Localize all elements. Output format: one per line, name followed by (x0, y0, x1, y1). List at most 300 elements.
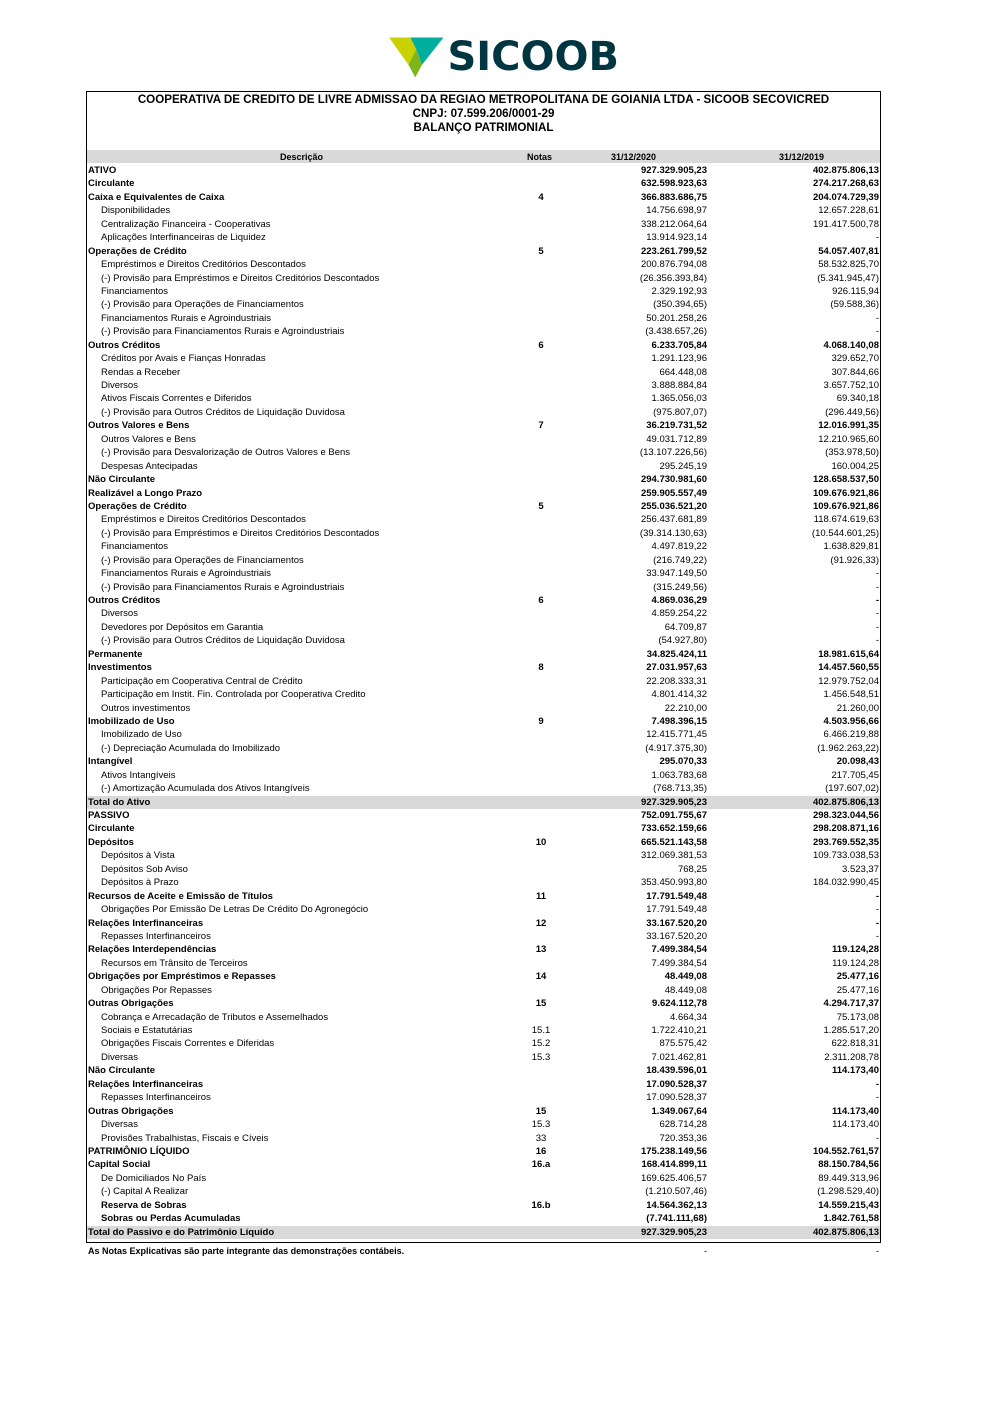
table-row (87, 836, 880, 849)
row-value-2020: 664.448,08 (659, 366, 707, 378)
row-value-2020: 48.449,08 (664, 971, 707, 983)
table-row (87, 1064, 880, 1077)
row-value-2020: 295.245,19 (659, 460, 707, 472)
row-value-2019: 298.323.044,56 (812, 810, 879, 821)
table-row (87, 1105, 880, 1118)
col-period-2019: 31/12/2019 (779, 152, 825, 162)
row-description: Despesas Antecipadas (101, 460, 198, 472)
table-row (87, 661, 880, 674)
row-description: Créditos por Avais e Fianças Honradas (101, 353, 266, 365)
row-value-2020: 36.219.731,52 (646, 420, 707, 432)
row-value-2020: (26.356.393,84) (639, 272, 707, 284)
table-row (87, 634, 880, 647)
row-value-2020: 3.888.884,84 (651, 380, 707, 391)
company-cnpj: CNPJ: 07.599.206/0001-29 (412, 107, 555, 120)
row-value-2020: 169.625.406,57 (640, 1172, 707, 1184)
row-value-2019: 109.676.921,86 (812, 500, 879, 512)
row-description: Recursos de Aceite e Emissão de Títulos (88, 890, 273, 902)
table-row (87, 621, 880, 634)
row-description: Participação em Cooperativa Central de Crédito (101, 675, 303, 687)
col-period-2020: 31/12/2020 (611, 152, 657, 162)
table-row (87, 782, 880, 795)
row-value-2020: 7.499.384,54 (651, 957, 707, 969)
row-description: Realizável a Longo Prazo (88, 487, 203, 499)
table-row (87, 1185, 880, 1198)
table-row (87, 500, 880, 513)
row-value-2020: 875.575,42 (659, 1038, 707, 1050)
row-note: 5 (538, 500, 544, 512)
row-value-2019: 109.676.921,86 (812, 487, 879, 499)
row-value-2019: 329.652,70 (831, 353, 879, 365)
row-value-2019: (91.926,33) (830, 554, 879, 566)
table-row (87, 272, 880, 285)
row-value-2019: (59.588,36) (830, 299, 879, 311)
row-value-2019: 58.532.825,70 (818, 259, 879, 271)
row-value-2019: 20.098,43 (836, 756, 879, 768)
table-row (87, 177, 880, 190)
row-value-2019: (296.449,56) (825, 406, 879, 418)
table-row (87, 540, 880, 553)
row-description: Rendas a Receber (101, 366, 181, 378)
row-description: Outras Obrigações (88, 998, 174, 1010)
row-value-2019: 12.979.752,04 (818, 675, 879, 687)
row-description: Total do Passivo e do Patrimônio Líquido (88, 1226, 275, 1238)
table-row (87, 876, 880, 889)
row-value-2020: 1.291.123,96 (651, 353, 707, 365)
row-value-2020: 7.021.462,81 (651, 1051, 707, 1063)
row-value-2020: 33.947.149,50 (646, 568, 707, 580)
table-row (87, 406, 880, 419)
row-value-2019: 128.658.537,50 (812, 474, 879, 486)
table-row (87, 675, 880, 688)
row-value-2019: 4.068.140,08 (823, 339, 879, 351)
row-value-2019: 18.981.615,64 (818, 648, 879, 660)
statement-header (86, 93, 881, 135)
table-row (87, 1037, 880, 1050)
table-row (87, 419, 880, 432)
row-description: Outros Créditos (88, 339, 161, 351)
row-value-2020: 632.598.923,63 (640, 178, 707, 190)
row-value-2019: (197.607,02) (825, 783, 879, 795)
row-value-2019: 4.503.956,66 (823, 715, 879, 727)
row-description: De Domiciliados No País (101, 1172, 207, 1184)
row-value-2020: 720.353,36 (659, 1132, 707, 1144)
row-note: 6 (538, 595, 544, 606)
table-row (87, 298, 880, 311)
row-value-2019: - (875, 917, 879, 929)
row-value-2020: 628.714,28 (659, 1119, 707, 1131)
row-description: Intangível (88, 756, 133, 768)
row-value-2020: 17.090.528,37 (646, 1078, 707, 1090)
row-value-2019: 25.477,16 (836, 971, 879, 983)
row-value-2020: 12.415.771,45 (646, 729, 707, 741)
row-value-2019: 1.285.517,20 (823, 1025, 879, 1036)
row-value-2020: 33.167.520,20 (646, 930, 707, 942)
row-description: Sobras ou Perdas Acumuladas (101, 1213, 241, 1225)
table-row (87, 1132, 880, 1145)
row-description: Imobilizado de Uso (101, 729, 182, 741)
row-description: ATIVO (88, 165, 117, 176)
row-value-2020: 752.091.755,67 (640, 810, 707, 821)
row-value-2019: - (875, 1078, 879, 1090)
row-value-2020: 294.730.981,60 (640, 474, 707, 486)
row-value-2020: 255.036.521,20 (640, 500, 707, 512)
table-row (87, 728, 880, 741)
row-value-2020: 7.499.384,54 (651, 944, 707, 956)
row-description: (-) Provisão para Operações de Financiamentos (101, 554, 304, 566)
row-value-2020: 4.664,34 (670, 1011, 707, 1023)
row-value-2020: 295.070,33 (659, 756, 707, 768)
row-value-2020: (350.394,65) (653, 299, 707, 311)
row-value-2020: (13.107.226,56) (639, 447, 707, 459)
row-value-2020: (3.438.657,26) (645, 326, 707, 338)
row-value-2019: 114.173,40 (832, 1119, 879, 1131)
table-row (87, 446, 880, 459)
table-row (87, 917, 880, 930)
table-row (87, 487, 880, 500)
row-value-2019: 14.559.215,43 (818, 1199, 879, 1211)
row-description: Outros Créditos (88, 595, 161, 606)
row-description: Depósitos Sob Aviso (101, 863, 188, 875)
row-description: (-) Capital A Realizar (101, 1186, 189, 1198)
row-value-2020: 256.437.681,89 (640, 514, 707, 526)
column-header-row (87, 150, 880, 163)
table-row (87, 1212, 880, 1225)
row-value-2019: - (875, 326, 879, 338)
row-description: Circulante (88, 178, 135, 190)
row-value-2020: 353.450.993,80 (640, 877, 707, 889)
row-description: (-) Provisão para Desvalorização de Outros Valores e Bens (101, 447, 351, 459)
row-description: Depósitos (88, 836, 134, 848)
sicoob-logo-icon (389, 35, 443, 79)
row-value-2020: 927.329.905,23 (640, 796, 707, 808)
col-descricao: Descrição (280, 152, 324, 162)
table-row (87, 1199, 880, 1212)
row-value-2019: - (875, 635, 879, 647)
table-row (87, 1078, 880, 1091)
row-value-2020: 17.090.528,37 (646, 1092, 707, 1104)
table-row (87, 164, 880, 177)
row-value-2019: - (875, 568, 879, 580)
row-value-2020: 366.883.686,75 (640, 191, 707, 203)
row-value-2019: 119.124,28 (832, 957, 879, 969)
row-note: 33 (535, 1132, 547, 1144)
table-row (87, 366, 880, 379)
table-row (87, 258, 880, 271)
footnote (87, 1245, 880, 1258)
row-value-2019: 1.842.761,58 (823, 1213, 879, 1225)
row-value-2020: 1.349.067,64 (651, 1105, 707, 1117)
row-value-2020: (54.927,80) (658, 635, 707, 647)
row-description: Reserva de Sobras (101, 1199, 187, 1211)
row-value-2020: 1.365.056,03 (651, 393, 707, 405)
row-description: (-) Provisão para Empréstimos e Direitos Creditórios Descontados (101, 272, 380, 284)
table-row (87, 903, 880, 916)
row-note: 10 (535, 836, 547, 848)
row-note: 15 (535, 998, 547, 1010)
row-value-2019: 160.004,25 (831, 460, 879, 472)
table-row (87, 1118, 880, 1131)
row-description: Ativos Fiscais Correntes e Diferidos (101, 393, 252, 405)
row-value-2019: 118.674.619,63 (813, 514, 879, 526)
table-row (87, 742, 880, 755)
table-row (87, 890, 880, 903)
row-value-2020: 259.905.557,49 (640, 487, 707, 499)
row-value-2020: 4.869.036,29 (651, 595, 707, 606)
row-description: PASSIVO (88, 810, 130, 821)
row-value-2019: - (875, 890, 879, 902)
row-value-2019: 274.217.268,63 (812, 178, 879, 190)
row-value-2019: 14.457.560,55 (818, 662, 879, 674)
row-value-2019: 104.552.761,57 (812, 1145, 879, 1157)
row-description: Investimentos (88, 662, 152, 674)
row-description: (-) Amortização Acumulada dos Ativos Intangíveis (101, 783, 310, 795)
table-row (87, 218, 880, 231)
row-value-2020: (7.741.111,68) (646, 1213, 707, 1225)
company-name: COOPERATIVA DE CREDITO DE LIVRE ADMISSAO DA REGIAO METROPOLITANA DE GOIANIA LTDA - SICOOB SECOVICRED (137, 93, 830, 106)
row-description: Obrigações Por Emissão De Letras De Crédito Do Agronegócio (101, 904, 369, 916)
row-description: Financiamentos (101, 285, 169, 297)
table-row (87, 970, 880, 983)
table-row (87, 822, 880, 835)
row-value-2019: 622.818,31 (831, 1038, 879, 1050)
row-note: 15.3 (531, 1119, 551, 1131)
table-row (87, 1226, 880, 1239)
row-value-2019: 191.417.500,78 (812, 218, 879, 230)
row-value-2019: 114.173,40 (831, 1105, 879, 1117)
row-description: Repasses Interfinanceiros (101, 1092, 211, 1104)
table-row (87, 594, 880, 607)
row-description: Disponibilidades (101, 205, 171, 217)
row-description: Depósitos à Prazo (101, 877, 179, 889)
row-value-2020: (216.749,22) (653, 554, 707, 566)
row-value-2020: 27.031.957,63 (646, 662, 707, 674)
footnote-value-2019: - (876, 1246, 879, 1256)
row-note: 6 (538, 339, 544, 351)
row-description: Total do Ativo (88, 796, 151, 808)
row-description: Cobrança e Arrecadação de Tributos e Assemelhados (101, 1011, 329, 1023)
row-value-2019: - (875, 621, 879, 633)
row-value-2020: 4.497.819,22 (651, 541, 707, 553)
row-description: Obrigações Fiscais Correntes e Diferidas (101, 1038, 275, 1050)
row-description: Depósitos à Vista (101, 850, 175, 862)
row-value-2019: 217.705,45 (831, 769, 879, 781)
table-row (87, 688, 880, 701)
row-value-2019: 119.124,28 (831, 944, 879, 956)
row-description: Circulante (88, 823, 135, 835)
row-note: 4 (538, 191, 544, 203)
row-note: 11 (535, 890, 547, 902)
row-note: 15.3 (531, 1051, 551, 1063)
row-value-2020: 64.709,87 (664, 621, 707, 633)
row-value-2019: - (875, 1132, 879, 1144)
row-value-2019: - (875, 312, 879, 324)
row-description: Empréstimos e Direitos Creditórios Descontados (101, 514, 306, 526)
table-row (87, 1172, 880, 1185)
table-row (87, 473, 880, 486)
row-note: 15.2 (531, 1038, 551, 1050)
row-description: Operações de Crédito (88, 500, 187, 512)
table-row (87, 943, 880, 956)
row-value-2020: 49.031.712,89 (646, 433, 707, 445)
row-description: Relações Interfinanceiras (88, 1078, 204, 1090)
statement-title: BALANÇO PATRIMONIAL (413, 121, 554, 134)
row-value-2020: 13.914.923,14 (646, 232, 707, 244)
row-description: Outros Valores e Bens (88, 420, 190, 432)
col-notas: Notas (527, 152, 553, 162)
table-row (87, 863, 880, 876)
row-description: Provisões Trabalhistas, Fiscais e Cíveis (101, 1132, 269, 1144)
row-description: Permanente (88, 648, 143, 660)
row-value-2020: 22.208.333,31 (646, 675, 707, 687)
row-value-2019: 1.638.829,81 (823, 541, 879, 553)
row-description: Obrigações Por Repasses (101, 984, 212, 996)
table-row (87, 957, 880, 970)
row-description: (-) Provisão para Outros Créditos de Liquidação Duvidosa (101, 406, 345, 418)
row-value-2019: 204.074.729,39 (812, 191, 879, 203)
row-value-2020: (768.713,35) (653, 783, 707, 795)
row-value-2019: 12.210.965,60 (818, 433, 879, 445)
table-row (87, 984, 880, 997)
table-row (87, 648, 880, 661)
row-value-2019: 6.466.219,88 (823, 729, 879, 741)
row-value-2019: - (875, 232, 879, 244)
row-value-2019: 4.294.717,37 (823, 998, 879, 1010)
row-value-2020: (1.210.507,46) (645, 1186, 707, 1198)
row-value-2020: 1.063.783,68 (651, 769, 707, 781)
table-row (87, 433, 880, 446)
row-note: 9 (538, 715, 544, 727)
table-row (87, 312, 880, 325)
table-row (87, 379, 880, 392)
table-row (87, 352, 880, 365)
row-value-2020: 7.498.396,15 (651, 715, 707, 727)
row-description: Outras Obrigações (88, 1105, 174, 1117)
row-value-2020: 17.791.549,48 (646, 904, 707, 916)
row-value-2019: (353.978,50) (825, 447, 879, 459)
row-value-2019: - (875, 595, 879, 606)
footnote-text: As Notas Explicativas são parte integrante das demonstrações contábeis. (88, 1246, 405, 1256)
row-description: Obrigações por Empréstimos e Repasses (88, 971, 276, 983)
row-value-2020: 14.756.698,97 (646, 205, 707, 217)
row-value-2019: - (875, 581, 879, 593)
table-row (87, 1158, 880, 1171)
row-description: Diversas (101, 1119, 138, 1131)
row-description: (-) Provisão para Empréstimos e Direitos Creditórios Descontados (101, 527, 380, 539)
row-value-2019: 3.523,37 (842, 863, 879, 875)
row-description: Diversos (101, 380, 138, 391)
table-row (87, 339, 880, 352)
row-value-2020: 312.069.381,53 (640, 850, 707, 862)
row-note: 5 (538, 245, 544, 257)
row-value-2019: 402.875.806,13 (812, 1226, 879, 1238)
row-note: 15 (535, 1105, 547, 1117)
row-value-2019: - (875, 904, 879, 916)
table-row (87, 204, 880, 217)
row-description: Operações de Crédito (88, 245, 187, 257)
row-value-2019: 88.150.784,56 (818, 1159, 879, 1171)
row-description: Participação em Instit. Fin. Controlada por Cooperativa Credito (101, 689, 366, 701)
row-value-2019: (5.341.945,47) (817, 272, 879, 284)
table-row (87, 607, 880, 620)
row-description: Relações Interdependências (88, 944, 217, 956)
row-description: Não Circulante (88, 474, 156, 486)
row-value-2019: 402.875.806,13 (812, 796, 879, 808)
row-value-2020: 200.876.794,08 (640, 259, 707, 271)
table-row (87, 1051, 880, 1064)
row-value-2020: 1.722.410,21 (651, 1025, 707, 1036)
row-value-2019: 114.173,40 (831, 1065, 879, 1077)
row-value-2019: 12.016.991,35 (818, 420, 879, 432)
row-description: (-) Depreciação Acumulada do Imobilizado (101, 742, 281, 754)
row-description: Ativos Intangíveis (101, 769, 176, 781)
row-value-2020: 927.329.905,23 (640, 1226, 707, 1238)
row-value-2020: 927.329.905,23 (640, 165, 707, 176)
footnote-value-2020: - (704, 1246, 707, 1256)
row-value-2019: 1.456.548,51 (823, 689, 879, 701)
row-note: 7 (538, 420, 544, 432)
table-row (87, 1145, 880, 1158)
row-description: Diversas (101, 1051, 138, 1063)
row-value-2019: 298.208.871,16 (812, 823, 879, 835)
table-row (87, 554, 880, 567)
row-value-2019: - (875, 930, 879, 942)
row-description: Caixa e Equivalentes de Caixa (88, 191, 225, 203)
table-row (87, 1091, 880, 1104)
row-value-2019: 21.260,00 (836, 702, 879, 714)
row-description: Financiamentos (101, 541, 169, 553)
row-value-2019: 307.844,66 (831, 366, 879, 378)
row-value-2020: 768,25 (677, 863, 707, 875)
row-value-2020: 48.449,08 (664, 984, 707, 996)
row-description: Diversos (101, 608, 138, 620)
row-value-2020: 2.329.192,93 (651, 285, 707, 297)
table-row (87, 581, 880, 594)
row-note: 16.a (531, 1159, 551, 1171)
row-value-2019: 54.057.407,81 (818, 245, 879, 257)
table-row (87, 1024, 880, 1037)
row-value-2019: 293.769.552,35 (812, 836, 879, 848)
row-value-2020: (315.249,56) (653, 581, 707, 593)
brand-name: SICOOB (447, 34, 619, 80)
row-note: 13 (535, 944, 547, 956)
row-value-2020: (975.807,07) (653, 406, 707, 418)
table-row (87, 231, 880, 244)
table-row (87, 285, 880, 298)
table-row (87, 702, 880, 715)
row-description: Recursos em Trânsito de Terceiros (101, 957, 248, 969)
table-row (87, 930, 880, 943)
row-value-2020: (4.917.375,30) (645, 742, 707, 754)
row-value-2020: 6.233.705,84 (651, 339, 707, 351)
row-description: Sociais e Estatutárias (101, 1025, 193, 1036)
table-row (87, 769, 880, 782)
row-value-2020: 223.261.799,52 (640, 245, 707, 257)
row-description: PATRIMÔNIO LÍQUIDO (88, 1145, 190, 1157)
row-description: Devedores por Depósitos em Garantia (101, 621, 264, 633)
table-row (87, 191, 880, 204)
row-note: 15.1 (531, 1025, 551, 1036)
row-note: 8 (538, 662, 544, 674)
row-value-2019: 89.449.313,96 (818, 1172, 879, 1184)
row-note: 16 (535, 1145, 547, 1157)
row-value-2020: 14.564.362,13 (646, 1199, 707, 1211)
table-row (87, 245, 880, 258)
row-description: Outros Valores e Bens (101, 433, 196, 445)
row-value-2020: 9.624.112,78 (652, 998, 707, 1010)
row-value-2020: 665.521.143,58 (640, 836, 707, 848)
row-value-2019: (1.298.529,40) (817, 1186, 879, 1198)
